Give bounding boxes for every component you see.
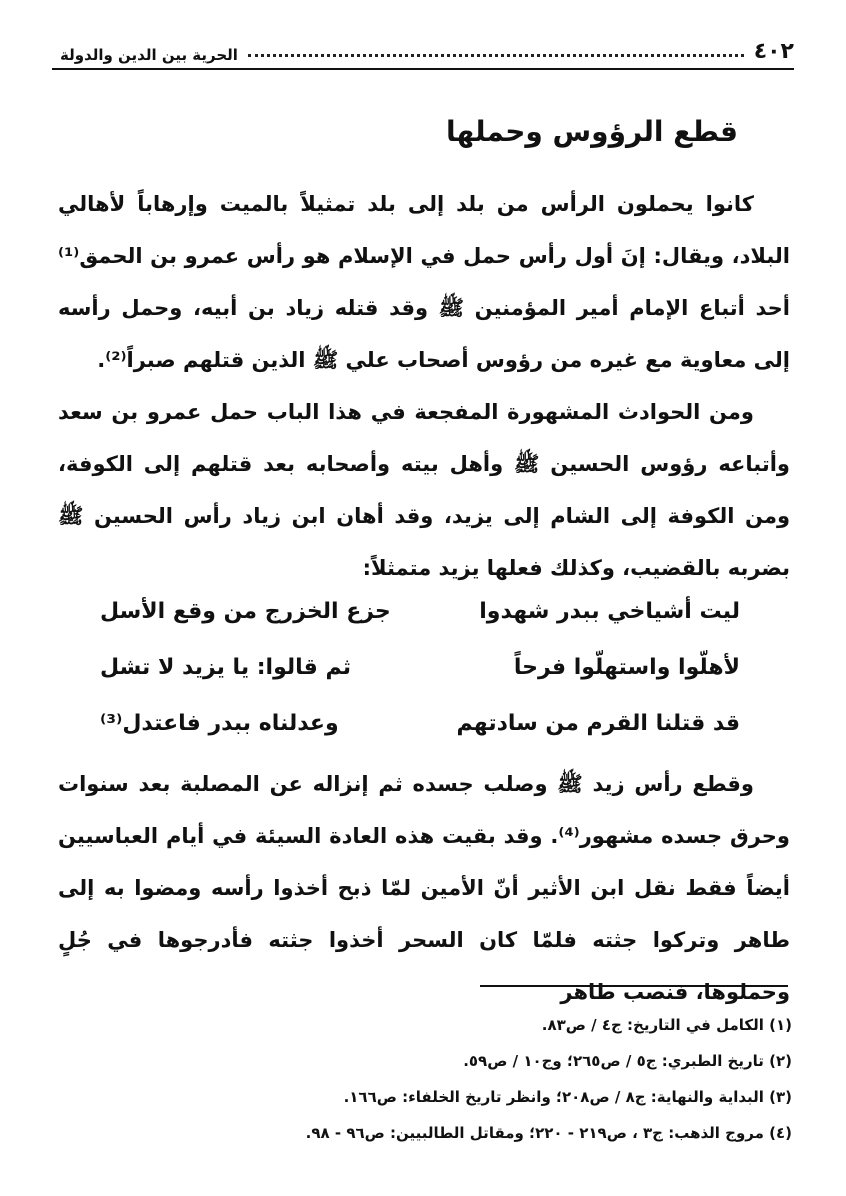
running-title: الحرية بين الدين والدولة (60, 46, 238, 64)
page-number: ٤٠٢ (753, 39, 794, 64)
footnote: (٢) تاريخ الطبري: ج٥ / ص٢٦٥؛ وج١٠ / ص٥٩. (463, 1052, 792, 1070)
footnote-rule (480, 985, 788, 987)
verse-first-hemistich: قد قتلنا القرم من سادتهم (456, 710, 740, 736)
verse-first-hemistich: لأهلّوا واستهلّوا فرحاً (513, 654, 740, 680)
footnote: (٣) البداية والنهاية: ج٨ / ص٢٠٨؛ وانظر تاريخ الخلفاء: ص١٦٦. (343, 1088, 792, 1106)
verse (100, 695, 740, 751)
verse-second-hemistich: جزع الخزرج من وقع الأسل (100, 598, 391, 624)
poem (100, 583, 740, 751)
paragraph: كانوا يحملون الرأس من بلد إلى بلد تمثيلاً بالميت وإرهاباً لأهالي البلاد، ويقال: إنَ أول رأس حمل في الإسلام هو رأس عمرو بن الحمق⁽¹⁾ أحد أتباع الإمام أمير المؤمنين ﷺ وقد قتله زياد بن أبيه، وحمل رأسه إلى معاوية مع غيره من رؤوس أصحاب علي ﷺ الذين قتلهم صبراً⁽²⁾. (58, 192, 790, 372)
leader-dots (248, 54, 744, 57)
running-head (60, 34, 794, 64)
footnote: (٤) مروج الذهب: ج٣ ، ص٢١٩ - ٢٢٠؛ ومقاتل الطالبيين: ص٩٦ - ٩٨. (305, 1124, 792, 1142)
body-text-block-2 (58, 758, 790, 1018)
verse-first-hemistich: ليت أشياخي ببدر شهدوا (479, 598, 740, 624)
body-text-block-1 (58, 178, 790, 594)
footnotes (200, 1007, 792, 1151)
verse (100, 639, 740, 695)
paragraph: ومن الحوادث المشهورة المفجعة في هذا الباب حمل عمرو بن سعد وأتباعه رؤوس الحسين ﷺ وأهل بيته وأصحابه بعد قتلهم إلى الكوفة، ومن الكوفة إلى الشام إلى يزيد، وقد أهان ابن زياد رأس الحسين ﷺ بضربه بالقضيب، وكذلك فعلها يزيد متمثلاً: (58, 400, 790, 580)
footnote: (١) الكامل في التاريخ: ج٤ / ص٨٣. (541, 1016, 792, 1034)
paragraph: وقطع رأس زيد ﷺ وصلب جسده ثم إنزاله عن المصلبة بعد سنوات وحرق جسده مشهور⁽⁴⁾. وقد بقيت هذه العادة السيئة في أيام العباسيين أيضاً فقط نقل ابن الأثير أنّ الأمين لمّا ذبح أخذوا رأسه ومضوا به إلى طاهر وتركوا جثته فلمّا كان السحر أخذوا جثته فأدرجوها في جُلٍ وحملوها، فنصب طاهر (58, 772, 790, 1004)
header-rule (52, 68, 794, 70)
verse-second-hemistich: وعدلناه ببدر فاعتدل⁽³⁾ (100, 710, 339, 736)
section-heading: قطع الرؤوس وحملها (446, 115, 738, 148)
verse (100, 583, 740, 639)
verse-second-hemistich: ثم قالوا: يا يزيد لا تشل (100, 654, 351, 680)
